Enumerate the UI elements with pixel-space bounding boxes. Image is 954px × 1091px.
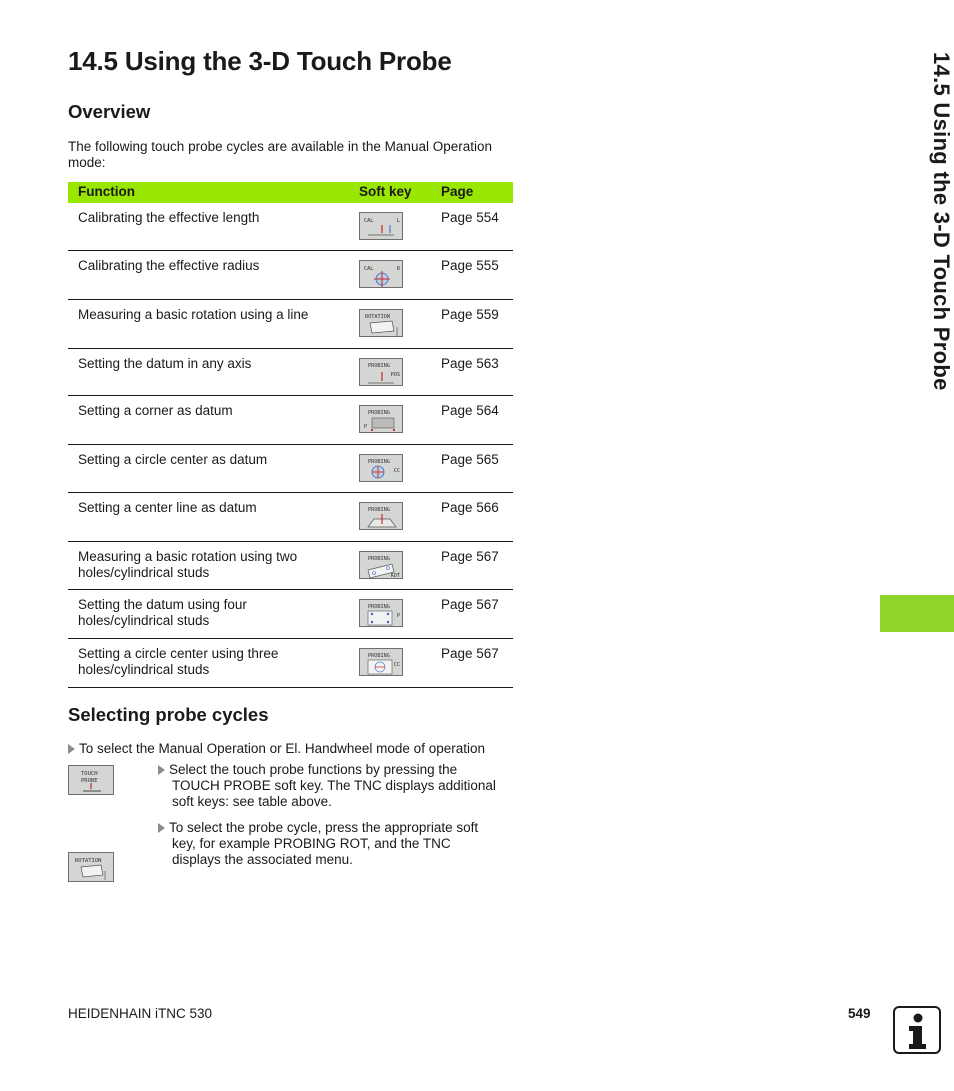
probing-pos-softkey[interactable]: [359, 358, 403, 386]
arrow-right-icon: [158, 765, 165, 775]
svg-text:L: L: [396, 218, 400, 224]
function-cell: Calibrating the effective length: [78, 210, 260, 225]
cal-length-softkey[interactable]: [359, 212, 403, 240]
side-chapter-title: 14.5 Using the 3-D Touch Probe: [929, 52, 954, 391]
header-function: Function: [78, 184, 135, 199]
page-ref[interactable]: Page 564: [441, 403, 499, 418]
function-cell: Setting a circle center as datum: [78, 452, 268, 467]
page-number: 549: [848, 1006, 871, 1021]
probing-centerline-icon: [360, 503, 404, 531]
overview-intro: The following touch probe cycles are available in the Manual Operation mode:: [68, 139, 492, 170]
function-cell: Measuring a basic rotation using two holes/cylindrical studs: [78, 549, 298, 580]
svg-text:R: R: [396, 266, 400, 272]
step-select-mode: To select the Manual Operation or El. Handwheel mode of operation: [68, 741, 518, 757]
probe-cycles-table: [68, 182, 513, 688]
svg-text:CC: CC: [393, 468, 400, 474]
svg-text:ROT: ROT: [390, 573, 400, 579]
page-ref[interactable]: Page 554: [441, 210, 499, 225]
table-row: [68, 251, 513, 300]
selecting-heading: Selecting probe cycles: [68, 704, 269, 725]
page-ref[interactable]: Page 567: [441, 549, 499, 564]
step-touch-probe: Select the touch probe functions by pressing the TOUCH PROBE soft key. The TNC displays additional soft keys: see table above.: [158, 762, 518, 810]
function-cell: Setting the datum using four holes/cylindrical studs: [78, 597, 247, 628]
svg-text:PROBING: PROBING: [368, 507, 390, 513]
overview-heading: Overview: [68, 101, 151, 122]
function-cell: Setting a center line as datum: [78, 500, 257, 515]
function-cell: Setting a circle center using three holes/cylindrical studs: [78, 646, 279, 677]
header-page: Page: [441, 184, 474, 199]
rotation-label: ROTATION: [75, 858, 102, 864]
arrow-right-icon: [158, 823, 165, 833]
page-ref[interactable]: Page 567: [441, 597, 499, 612]
probing-corner-softkey[interactable]: [359, 405, 403, 433]
function-cell: Setting a corner as datum: [78, 403, 233, 418]
svg-text:P: P: [396, 613, 400, 619]
table-row: [68, 493, 513, 542]
page-ref[interactable]: Page 567: [441, 646, 499, 661]
svg-text:PROBING: PROBING: [368, 653, 390, 659]
cal-length-icon: [360, 213, 404, 241]
probing-centerline-softkey[interactable]: [359, 502, 403, 530]
svg-text:PROBING: PROBING: [368, 459, 390, 465]
rotation-softkey[interactable]: [359, 309, 403, 337]
probe-label: PROBE: [81, 778, 98, 784]
svg-text:CC: CC: [393, 662, 400, 668]
probing-rot-icon: [360, 552, 404, 580]
step-select-cycle: To select the probe cycle, press the appropriate soft key, for example PROBING ROT, and the TNC displays the associated menu.: [158, 820, 518, 868]
probing-four-holes-softkey[interactable]: [359, 599, 403, 627]
rotation-icon: [360, 310, 404, 338]
table-header: [68, 182, 513, 203]
page-ref[interactable]: Page 563: [441, 356, 499, 371]
svg-text:PROBING: PROBING: [368, 363, 390, 369]
function-cell: Measuring a basic rotation using a line: [78, 307, 309, 322]
probing-cc-softkey[interactable]: [359, 454, 403, 482]
table-row: [68, 300, 513, 349]
page-ref[interactable]: Page 559: [441, 307, 499, 322]
info-icon: [893, 1006, 941, 1054]
svg-text:PROBING: PROBING: [368, 604, 390, 610]
touch-probe-softkey[interactable]: [68, 765, 114, 795]
probing-corner-icon: [360, 406, 404, 434]
probing-three-holes-softkey[interactable]: [359, 648, 403, 676]
chapter-tab: [880, 595, 954, 632]
page-ref[interactable]: Page 565: [441, 452, 499, 467]
table-row: [68, 396, 513, 445]
probing-three-holes-icon: [360, 649, 404, 677]
probing-four-holes-icon: [360, 600, 404, 628]
table-row: [68, 542, 513, 590]
svg-text:P: P: [364, 424, 368, 430]
svg-text:ROTATION: ROTATION: [365, 314, 390, 320]
svg-text:CAL: CAL: [364, 266, 374, 272]
table-row: [68, 639, 513, 688]
probing-cc-icon: [360, 455, 404, 483]
touch-label: TOUCH: [81, 771, 98, 777]
function-cell: Setting the datum in any axis: [78, 356, 252, 371]
rotation-softkey[interactable]: [68, 852, 114, 882]
header-softkey: Soft key: [359, 184, 412, 199]
table-row: [68, 590, 513, 639]
svg-text:POS: POS: [390, 372, 400, 378]
cal-radius-icon: [360, 261, 404, 289]
table-row: [68, 203, 513, 251]
page-title: 14.5 Using the 3-D Touch Probe: [68, 46, 452, 76]
footer-product: HEIDENHAIN iTNC 530: [68, 1006, 213, 1021]
probing-rot-softkey[interactable]: [359, 551, 403, 579]
function-cell: Calibrating the effective radius: [78, 258, 260, 273]
page-ref[interactable]: Page 555: [441, 258, 499, 273]
arrow-right-icon: [68, 744, 75, 754]
probing-pos-icon: [360, 359, 404, 387]
cal-radius-softkey[interactable]: [359, 260, 403, 288]
svg-text:PROBING: PROBING: [368, 410, 390, 416]
svg-text:CAL: CAL: [364, 218, 374, 224]
svg-text:PROBING: PROBING: [368, 556, 390, 562]
table-row: [68, 349, 513, 396]
page-ref[interactable]: Page 566: [441, 500, 499, 515]
table-row: [68, 445, 513, 493]
